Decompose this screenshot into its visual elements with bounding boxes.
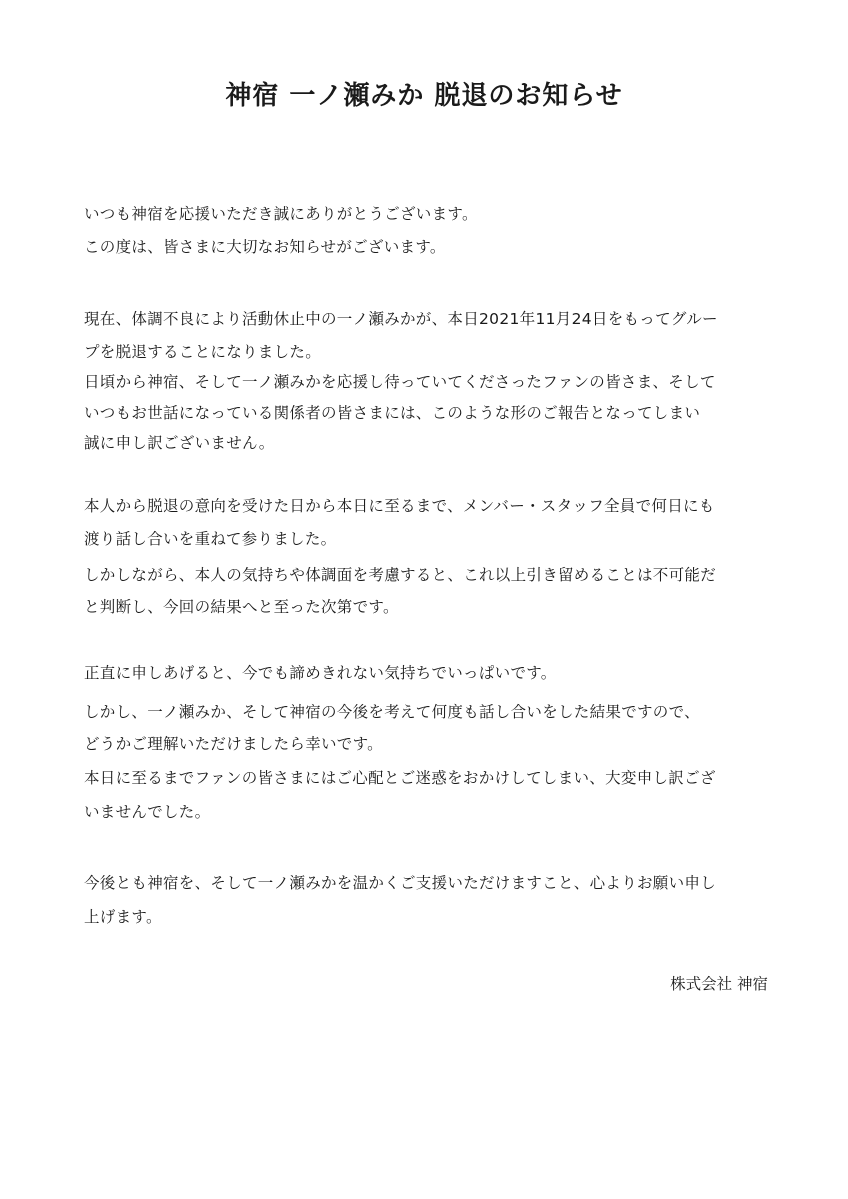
- page-title: 神宿 一ノ瀬みか 脱退のお知らせ: [225, 81, 623, 111]
- body-line: 渡り話し合いを重ねて参りました。: [84, 530, 337, 548]
- body-line: 本日に至るまでファンの皆さまにはご心配とご迷惑をおかけしてしまい、大変申し訳ござ: [84, 769, 716, 787]
- company-signature: 株式会社 神宿: [670, 975, 768, 993]
- body-line: いつもお世話になっている関係者の皆さまには、このような形のご報告となってしまい: [84, 404, 701, 422]
- body-line: いつも神宿を応援いただき誠にありがとうございます。: [84, 205, 478, 223]
- body-line: この度は、皆さまに大切なお知らせがございます。: [84, 238, 446, 256]
- body-line: しかしながら、本人の気持ちや体調面を考慮すると、これ以上引き留めることは不可能だ: [84, 566, 717, 584]
- body-line: 日頃から神宿、そして一ノ瀬みかを応援し待っていてくださったファンの皆さま、そして: [84, 373, 716, 391]
- body-line: 正直に申しあげると、今でも諦めきれない気持ちでいっぱいです。: [84, 664, 557, 682]
- body-line: プを脱退することになりました。: [84, 343, 322, 361]
- body-line: どうかご理解いただけましたら幸いです。: [84, 735, 383, 753]
- body-line: いませんでした。: [84, 803, 211, 821]
- body-line: 今後とも神宿を、そして一ノ瀬みかを温かくご支援いただけますこと、心よりお願い申し: [84, 874, 717, 892]
- body-line: 現在、体調不良により活動休止中の一ノ瀬みかが、本日2021年11月24日をもってグルー: [84, 310, 718, 328]
- body-line: 本人から脱退の意向を受けた日から本日に至るまで、メンバー・スタッフ全員で何日にも: [84, 497, 715, 515]
- body-line: 上げます。: [84, 908, 162, 926]
- body-line: しかし、一ノ瀬みか、そして神宿の今後を考えて何度も話し合いをした結果ですので、: [84, 703, 700, 721]
- body-line: と判断し、今回の結果へと至った次第です。: [84, 598, 399, 616]
- body-line: 誠に申し訳ございません。: [84, 434, 275, 452]
